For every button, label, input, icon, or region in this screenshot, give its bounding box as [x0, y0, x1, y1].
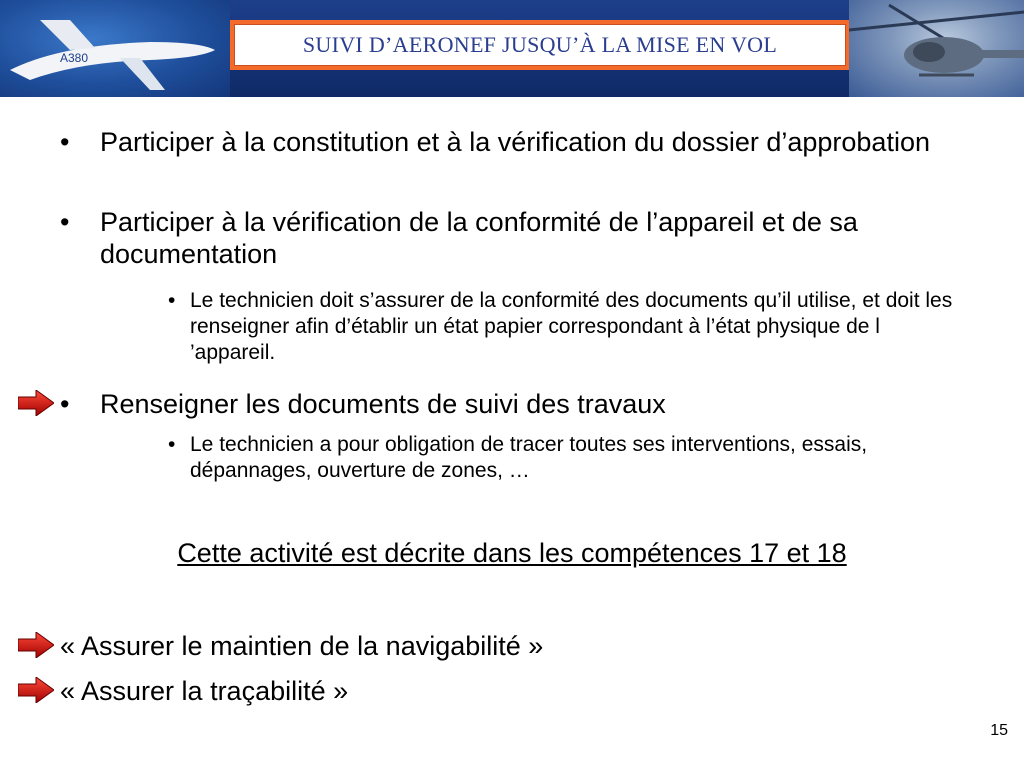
competence-item: « Assurer la traçabilité »: [60, 676, 349, 706]
summary-line: Cette activité est décrite dans les compétences 17 et 18: [177, 538, 847, 568]
red-arrow-icon: [18, 677, 54, 703]
red-arrow-icon: [18, 390, 54, 416]
bullet-item: [60, 206, 960, 270]
sub-bullet-text: Le technicien doit s’assurer de la conformité des documents qu’il utilise, et doit les renseigner afin d’établir un état papier correspondant à l’état physique de l ’appareil.: [190, 289, 953, 364]
sub-bullet-item: [168, 288, 960, 366]
bullet-text: Renseigner les documents de suivi des travaux: [100, 389, 666, 419]
bullet-glyph: •: [60, 207, 70, 237]
bullet-glyph: •: [60, 389, 70, 419]
bullet-text: Participer à la constitution et à la vérification du dossier d’approbation: [100, 127, 930, 157]
sub-bullet-text: Le technicien a pour obligation de tracer toutes ses interventions, essais, dépannages, ouverture de zones, …: [190, 433, 868, 482]
red-arrow-icon: [18, 632, 54, 658]
page-number: 15: [990, 722, 1008, 739]
bullet-glyph: •: [168, 289, 176, 312]
airplane-label: A380: [60, 51, 89, 65]
bullet-text: Participer à la vérification de la conformité de l’appareil et de sa documentation: [100, 207, 858, 269]
competence-item: « Assurer le maintien de la navigabilité »: [60, 631, 544, 661]
sub-bullet-item: [168, 432, 960, 484]
bullet-glyph: •: [60, 127, 70, 157]
bullet-item: [60, 388, 960, 420]
page-title: SUIVI D’AERONEF JUSQU’À LA MISE EN VOL: [234, 24, 846, 66]
bullet-glyph: •: [168, 433, 176, 456]
bullet-item: [60, 126, 960, 158]
